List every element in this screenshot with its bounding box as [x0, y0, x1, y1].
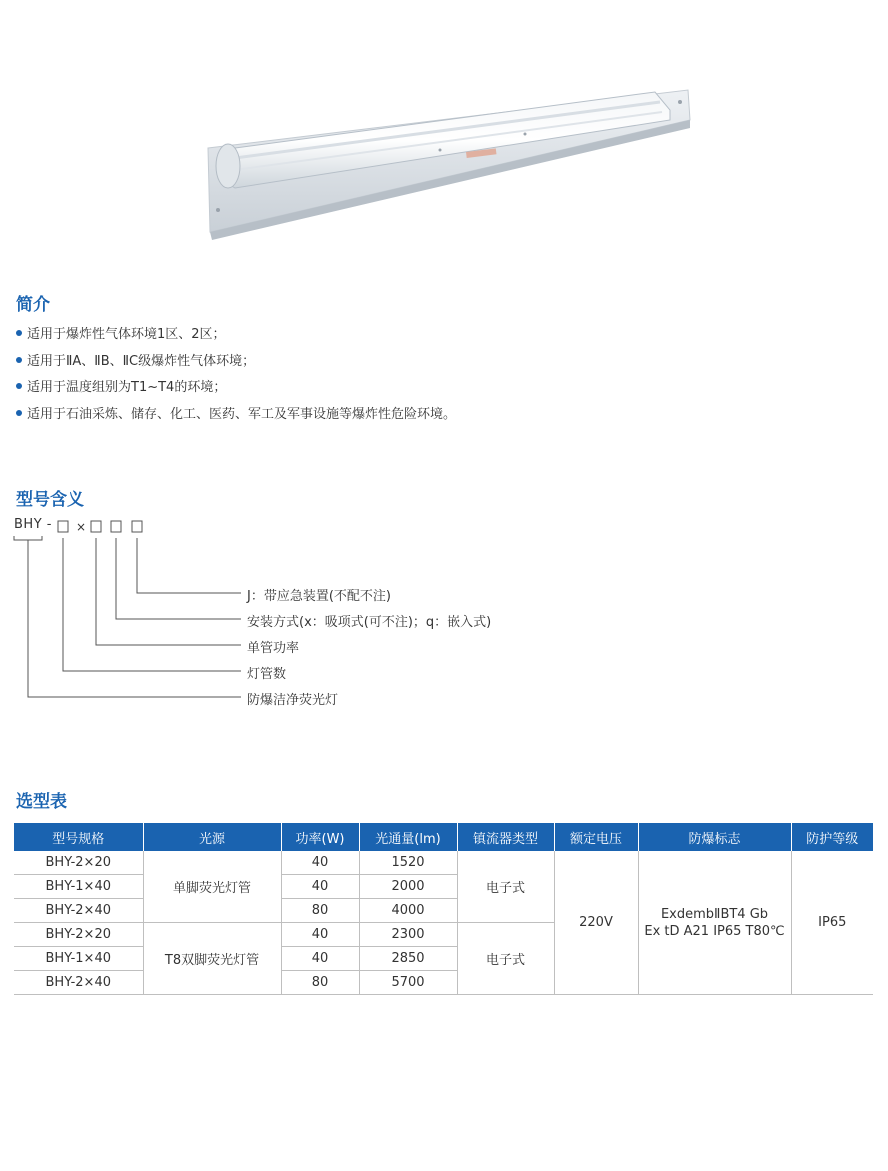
selection-table	[14, 823, 873, 995]
cell-flux: 5700	[359, 971, 457, 995]
bullet-icon	[16, 330, 22, 336]
header-ex-mark: 防爆标志	[638, 823, 791, 851]
cell-model: BHY-1×40	[14, 875, 143, 899]
cell-model: BHY-2×40	[14, 899, 143, 923]
header-protection: 防护等级	[791, 823, 873, 851]
model-code: BHY -	[14, 517, 52, 532]
product-image	[200, 70, 700, 250]
table-row	[14, 851, 873, 875]
cell-ex-mark: ExdembⅡBT4 Gb Ex tD A21 IP65 T80℃	[638, 851, 791, 995]
cell-source: 单脚荧光灯管	[143, 851, 281, 923]
intro-title: 简介	[16, 295, 50, 315]
list-item: 适用于石油采炼、储存、化工、医药、军工及军事设施等爆炸性危险环境。	[16, 402, 456, 429]
header-model: 型号规格	[14, 823, 143, 851]
code-box	[58, 521, 68, 532]
legend-item: 灯管数	[247, 667, 287, 682]
legend-item: 防爆洁净荧光灯	[247, 693, 339, 708]
bullet-icon	[16, 410, 22, 416]
cell-power: 40	[281, 875, 359, 899]
cell-power: 80	[281, 899, 359, 923]
list-item: 适用于ⅡA、ⅡB、ⅡC级爆炸性气体环境；	[16, 349, 456, 376]
times-sign: ×	[76, 520, 87, 534]
model-title: 型号含义	[16, 490, 84, 510]
header-flux: 光通量(lm)	[359, 823, 457, 851]
cell-power: 40	[281, 947, 359, 971]
intro-list	[16, 322, 456, 428]
list-item: 适用于温度组别为T1~T4的环境；	[16, 375, 456, 402]
cell-ballast: 电子式	[457, 851, 554, 923]
leader-line	[96, 538, 241, 645]
cell-power: 40	[281, 851, 359, 875]
code-box	[132, 521, 142, 532]
leader-line	[63, 538, 241, 671]
leader-line	[137, 538, 241, 593]
cell-source: T8双脚荧光灯管	[143, 923, 281, 995]
cell-model: BHY-2×40	[14, 971, 143, 995]
bullet-icon	[16, 383, 22, 389]
header-power: 功率(W)	[281, 823, 359, 851]
legend-item: 单管功率	[247, 641, 300, 656]
list-item: 适用于爆炸性气体环境1区、2区；	[16, 322, 456, 349]
leader-line	[116, 538, 241, 619]
cell-model: BHY-2×20	[14, 923, 143, 947]
legend-item: J：带应急装置(不配不注)	[247, 589, 391, 604]
model-diagram	[0, 500, 600, 720]
legend-item: 安装方式(x：吸项式(可不注)；q：嵌入式)	[247, 615, 492, 630]
code-box	[91, 521, 101, 532]
cell-voltage: 220V	[554, 851, 638, 995]
cell-protection: IP65	[791, 851, 873, 995]
cell-flux: 2000	[359, 875, 457, 899]
cell-flux: 4000	[359, 899, 457, 923]
header-voltage: 额定电压	[554, 823, 638, 851]
selection-title: 选型表	[16, 792, 67, 812]
table-header-row	[14, 823, 873, 851]
cell-flux: 2300	[359, 923, 457, 947]
bullet-icon	[16, 357, 22, 363]
cell-flux: 1520	[359, 851, 457, 875]
header-source: 光源	[143, 823, 281, 851]
cell-flux: 2850	[359, 947, 457, 971]
code-box	[111, 521, 121, 532]
cell-ballast: 电子式	[457, 923, 554, 995]
cell-model: BHY-2×20	[14, 851, 143, 875]
cell-power: 40	[281, 923, 359, 947]
cell-power: 80	[281, 971, 359, 995]
cell-model: BHY-1×40	[14, 947, 143, 971]
header-ballast: 镇流器类型	[457, 823, 554, 851]
